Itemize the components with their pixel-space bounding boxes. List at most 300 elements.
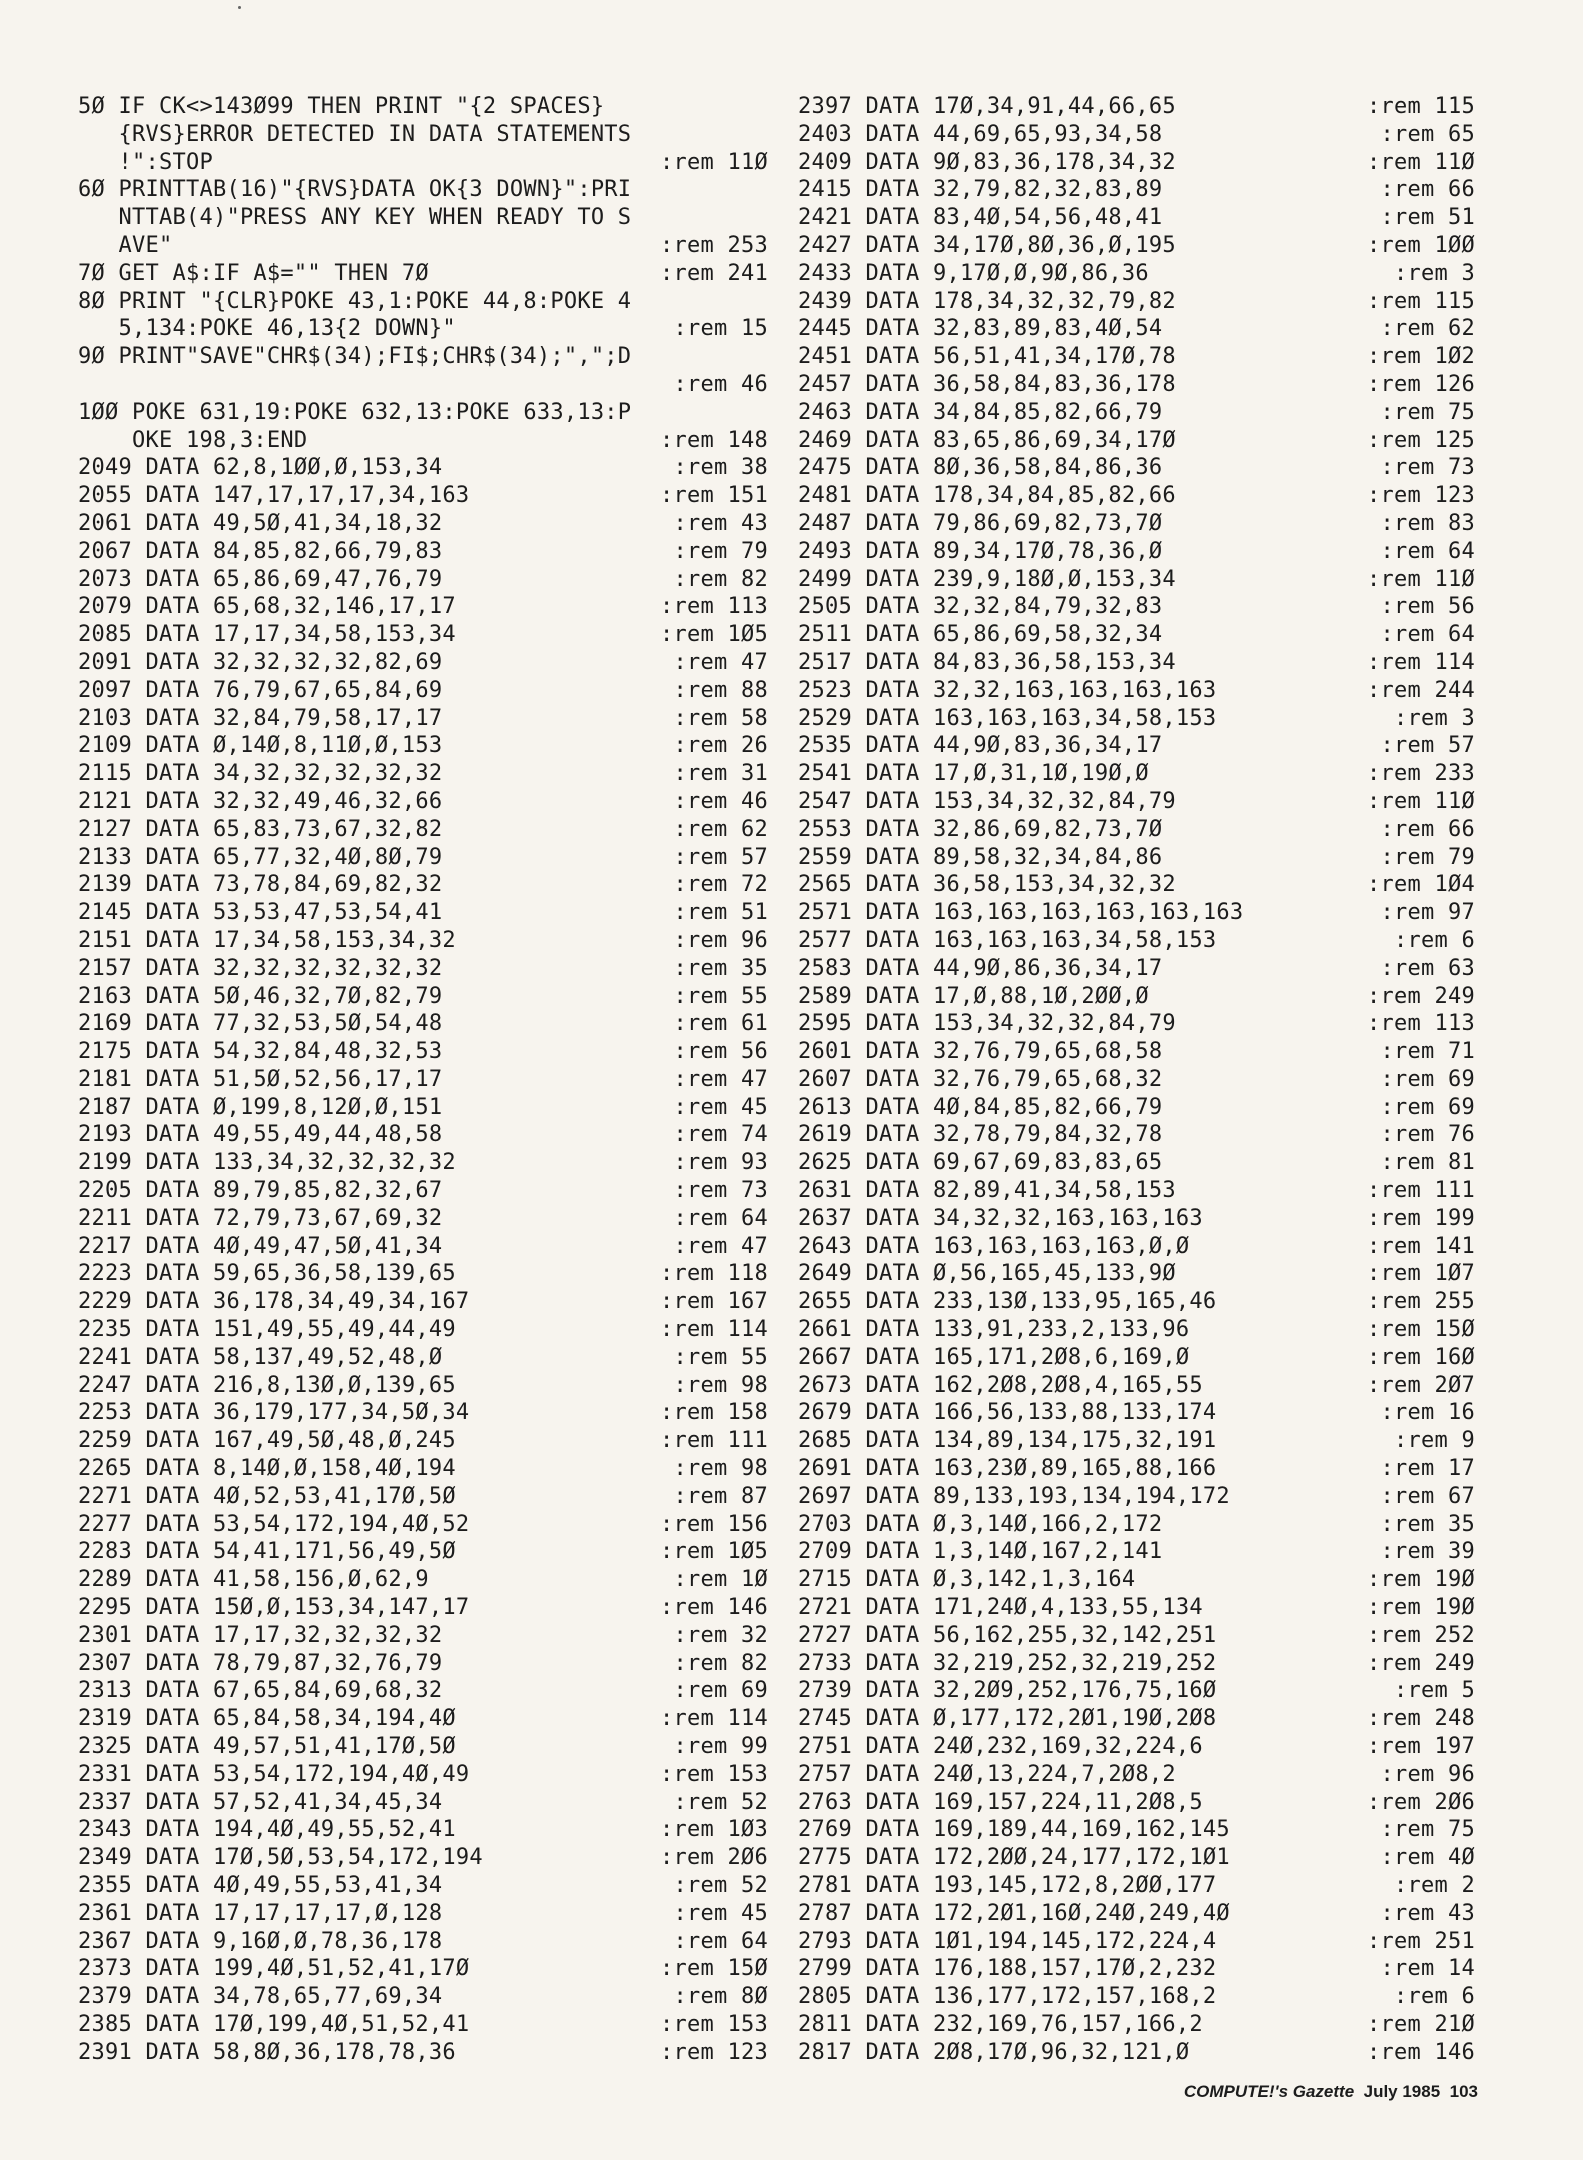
checksum-rem: :rem 3 (1394, 705, 1475, 731)
checksum-rem: :rem 67 (1380, 1483, 1475, 1509)
listing-line (78, 1455, 768, 1483)
checksum-rem: :rem 52 (673, 1789, 768, 1815)
checksum-rem: :rem 1Ø5 (660, 622, 768, 648)
checksum-rem: :rem 11Ø (1367, 788, 1475, 814)
listing-line (78, 1149, 768, 1177)
listing-line (78, 1677, 768, 1705)
basic-code: 2247 DATA 216,8,13Ø,Ø,139,65 (78, 1372, 456, 1398)
listing-line (78, 1955, 768, 1983)
listing-line (798, 732, 1475, 760)
basic-code: 2085 DATA 17,17,34,58,153,34 (78, 622, 456, 648)
listing-line (78, 816, 768, 844)
checksum-rem: :rem 248 (1367, 1706, 1475, 1732)
basic-code: 2637 DATA 34,32,32,163,163,163 (798, 1205, 1203, 1231)
listing-line (798, 1066, 1475, 1094)
listing-line (78, 482, 768, 510)
checksum-rem: :rem 47 (673, 1233, 768, 1259)
listing-line (798, 1038, 1475, 1066)
listing-line (798, 1205, 1475, 1233)
basic-code: 2379 DATA 34,78,65,77,69,34 (78, 1984, 443, 2010)
basic-code: 2097 DATA 76,79,67,65,84,69 (78, 677, 443, 703)
basic-code: 2211 DATA 72,79,73,67,69,32 (78, 1205, 443, 1231)
basic-code: 2601 DATA 32,76,79,65,68,58 (798, 1039, 1163, 1065)
listing-line (798, 1344, 1475, 1372)
basic-code: 2121 DATA 32,32,49,46,32,66 (78, 788, 443, 814)
basic-code: 2775 DATA 172,2ØØ,24,177,172,1Ø1 (798, 1845, 1230, 1871)
listing-line (78, 705, 768, 733)
checksum-rem: :rem 43 (1380, 1900, 1475, 1926)
print-speck (238, 6, 241, 9)
basic-code: 2607 DATA 32,76,79,65,68,32 (798, 1066, 1163, 1092)
issue-date: July 1985 (1363, 2082, 1441, 2101)
basic-code: 2145 DATA 53,53,47,53,54,41 (78, 900, 443, 926)
checksum-rem: :rem 125 (1367, 427, 1475, 453)
basic-code: 2757 DATA 24Ø,13,224,7,2Ø8,2 (798, 1761, 1176, 1787)
basic-code: NTTAB(4)"PRESS ANY KEY WHEN READY TO S (78, 205, 632, 231)
basic-code: 2721 DATA 171,24Ø,4,133,55,134 (798, 1595, 1203, 1621)
basic-code: 2685 DATA 134,89,134,175,32,191 (798, 1428, 1217, 1454)
listing-line (798, 899, 1475, 927)
listing-line (78, 1705, 768, 1733)
listing-line (798, 1288, 1475, 1316)
checksum-rem: :rem 14 (1380, 1956, 1475, 1982)
checksum-rem: :rem 62 (673, 816, 768, 842)
listing-line (798, 1316, 1475, 1344)
listing-line (78, 1205, 768, 1233)
basic-code: 2445 DATA 32,83,89,83,4Ø,54 (798, 316, 1163, 342)
checksum-rem: :rem 11Ø (1367, 149, 1475, 175)
checksum-rem: :rem 38 (673, 455, 768, 481)
basic-code: 2217 DATA 4Ø,49,47,5Ø,41,34 (78, 1233, 443, 1259)
basic-code: 9Ø PRINT"SAVE"CHR$(34);FI$;CHR$(34);",";D (78, 344, 632, 370)
basic-code: 2547 DATA 153,34,32,32,84,79 (798, 788, 1176, 814)
checksum-rem: :rem 96 (1380, 1761, 1475, 1787)
basic-code: 2427 DATA 34,17Ø,8Ø,36,Ø,195 (798, 232, 1176, 258)
basic-code: 2511 DATA 65,86,69,58,32,34 (798, 622, 1163, 648)
listing-line (798, 1427, 1475, 1455)
listing-line (798, 1761, 1475, 1789)
basic-code: 2583 DATA 44,9Ø,86,36,34,17 (798, 955, 1163, 981)
checksum-rem: :rem 64 (673, 1928, 768, 1954)
basic-code: 2499 DATA 239,9,18Ø,Ø,153,34 (798, 566, 1176, 592)
basic-code: 2487 DATA 79,86,69,82,73,7Ø (798, 510, 1163, 536)
basic-code: 2103 DATA 32,84,79,58,17,17 (78, 705, 443, 731)
basic-code: 2673 DATA 162,2Ø8,2Ø8,4,165,55 (798, 1372, 1203, 1398)
basic-code: 2745 DATA Ø,177,172,2Ø1,19Ø,2Ø8 (798, 1706, 1217, 1732)
listing-line (78, 1121, 768, 1149)
basic-code: 2169 DATA 77,32,53,5Ø,54,48 (78, 1011, 443, 1037)
basic-code: 2361 DATA 17,17,17,17,Ø,128 (78, 1900, 443, 1926)
basic-code: 2481 DATA 178,34,84,85,82,66 (798, 483, 1176, 509)
checksum-rem: :rem 16Ø (1367, 1344, 1475, 1370)
listing-line (798, 1260, 1475, 1288)
listing-line (78, 1983, 768, 2011)
checksum-rem: :rem 1Ø4 (1367, 872, 1475, 898)
basic-code: 7Ø GET A$:IF A$="" THEN 7Ø (78, 260, 429, 286)
listing-line (798, 1872, 1475, 1900)
basic-code: 2667 DATA 165,171,2Ø8,6,169,Ø (798, 1344, 1190, 1370)
checksum-rem: :rem 82 (673, 566, 768, 592)
checksum-rem: :rem 96 (673, 927, 768, 953)
listing-line (798, 1511, 1475, 1539)
listing-line (798, 1622, 1475, 1650)
basic-code: 2439 DATA 178,34,32,32,79,82 (798, 288, 1176, 314)
listing-line (78, 1900, 768, 1928)
basic-code: 2205 DATA 89,79,85,82,32,67 (78, 1178, 443, 1204)
listing-line (78, 1372, 768, 1400)
checksum-rem: :rem 199 (1367, 1205, 1475, 1231)
listing-line (798, 844, 1475, 872)
checksum-rem: :rem 71 (1380, 1039, 1475, 1065)
basic-code: 2403 DATA 44,69,65,93,34,58 (798, 121, 1163, 147)
listing-line (798, 1149, 1475, 1177)
checksum-rem: :rem 19Ø (1367, 1567, 1475, 1593)
basic-code: 2319 DATA 65,84,58,34,194,4Ø (78, 1706, 456, 1732)
checksum-rem: :rem 146 (660, 1595, 768, 1621)
listing-line (78, 899, 768, 927)
checksum-rem: :rem 253 (660, 232, 768, 258)
basic-code: 2115 DATA 34,32,32,32,32,32 (78, 761, 443, 787)
basic-code: 2349 DATA 17Ø,5Ø,53,54,172,194 (78, 1845, 483, 1871)
listing-line (798, 788, 1475, 816)
listing-line (78, 1538, 768, 1566)
basic-code: 2451 DATA 56,51,41,34,17Ø,78 (798, 344, 1176, 370)
checksum-rem: :rem 118 (660, 1261, 768, 1287)
basic-code: 2691 DATA 163,23Ø,89,165,88,166 (798, 1456, 1217, 1482)
listing-line (78, 176, 768, 204)
basic-code: 2541 DATA 17,Ø,31,1Ø,19Ø,Ø (798, 761, 1149, 787)
listing-line (798, 955, 1475, 983)
listing-line (78, 1260, 768, 1288)
basic-code: 2385 DATA 17Ø,199,4Ø,51,52,41 (78, 2011, 470, 2037)
checksum-rem: :rem 55 (673, 983, 768, 1009)
basic-code: 2703 DATA Ø,3,14Ø,166,2,172 (798, 1511, 1163, 1537)
checksum-rem: :rem 75 (1380, 1817, 1475, 1843)
basic-code: 2313 DATA 67,65,84,69,68,32 (78, 1678, 443, 1704)
basic-code: {RVS}ERROR DETECTED IN DATA STATEMENTS (78, 121, 632, 147)
basic-code: 2763 DATA 169,157,224,11,2Ø8,5 (798, 1789, 1203, 1815)
checksum-rem: :rem 197 (1367, 1734, 1475, 1760)
page-number: 103 (1449, 2082, 1478, 2101)
listing-line (798, 1955, 1475, 1983)
basic-code: 2139 DATA 73,78,84,69,82,32 (78, 872, 443, 898)
listing-line (78, 983, 768, 1011)
basic-code: 2553 DATA 32,86,69,82,73,7Ø (798, 816, 1163, 842)
checksum-rem: :rem 146 (1367, 2039, 1475, 2065)
listing-line (78, 1399, 768, 1427)
basic-code: 2391 DATA 58,8Ø,36,178,78,36 (78, 2039, 456, 2065)
basic-code: 2523 DATA 32,32,163,163,163,163 (798, 677, 1217, 703)
checksum-rem: :rem 66 (1380, 177, 1475, 203)
basic-code: 2061 DATA 49,5Ø,41,34,18,32 (78, 510, 443, 536)
basic-code: 2109 DATA Ø,14Ø,8,11Ø,Ø,153 (78, 733, 443, 759)
basic-code: 2589 DATA 17,Ø,88,1Ø,2ØØ,Ø (798, 983, 1149, 1009)
listing-line (798, 927, 1475, 955)
basic-code: 2157 DATA 32,32,32,32,32,32 (78, 955, 443, 981)
checksum-rem: :rem 141 (1367, 1233, 1475, 1259)
checksum-rem: :rem 126 (1367, 371, 1475, 397)
listing-line (798, 1677, 1475, 1705)
checksum-rem: :rem 43 (673, 510, 768, 536)
listing-line (78, 121, 768, 149)
checksum-rem: :rem 88 (673, 677, 768, 703)
checksum-rem: :rem 9 (1394, 1428, 1475, 1454)
checksum-rem: :rem 58 (673, 705, 768, 731)
listing-line (798, 1177, 1475, 1205)
listing-line (78, 1010, 768, 1038)
basic-code: 2259 DATA 167,49,5Ø,48,Ø,245 (78, 1428, 456, 1454)
checksum-rem: :rem 69 (1380, 1066, 1475, 1092)
checksum-rem: :rem 1Ø2 (1367, 344, 1475, 370)
listing-line (798, 288, 1475, 316)
listing-line (798, 315, 1475, 343)
checksum-rem: :rem 153 (660, 2011, 768, 2037)
basic-code: 2505 DATA 32,32,84,79,32,83 (798, 594, 1163, 620)
checksum-rem: :rem 31 (673, 761, 768, 787)
listing-line (798, 1455, 1475, 1483)
checksum-rem: :rem 35 (1380, 1511, 1475, 1537)
listing-line (798, 427, 1475, 455)
listing-line (78, 343, 768, 371)
checksum-rem: :rem 47 (673, 649, 768, 675)
checksum-rem: :rem 2 (1394, 1873, 1475, 1898)
basic-code: 2265 DATA 8,14Ø,Ø,158,4Ø,194 (78, 1456, 456, 1482)
basic-code: 2517 DATA 84,83,36,58,153,34 (798, 649, 1176, 675)
checksum-rem: :rem 79 (673, 538, 768, 564)
basic-code: 2337 DATA 57,52,41,34,45,34 (78, 1789, 443, 1815)
basic-code: 2655 DATA 233,13Ø,133,95,165,46 (798, 1289, 1217, 1315)
listing-line (78, 427, 768, 455)
listing-line (798, 566, 1475, 594)
checksum-rem: :rem 64 (1380, 538, 1475, 564)
checksum-rem: :rem 15Ø (1367, 1317, 1475, 1343)
magazine-name: COMPUTE!'s Gazette (1183, 2082, 1355, 2101)
basic-code: 2535 DATA 44,9Ø,83,36,34,17 (798, 733, 1163, 759)
listing-line (78, 1733, 768, 1761)
basic-code: 2175 DATA 54,32,84,48,32,53 (78, 1039, 443, 1065)
checksum-rem: :rem 69 (673, 1678, 768, 1704)
checksum-rem: :rem 47 (673, 1066, 768, 1092)
listing-line (798, 204, 1475, 232)
listing-line (78, 260, 768, 288)
basic-code: 2613 DATA 4Ø,84,85,82,66,79 (798, 1094, 1163, 1120)
checksum-rem: :rem 83 (1380, 510, 1475, 536)
checksum-rem: :rem 8Ø (673, 1984, 768, 2010)
basic-code: 2331 DATA 53,54,172,194,4Ø,49 (78, 1761, 470, 1787)
listing-line (798, 816, 1475, 844)
listing-line (78, 454, 768, 482)
listing-line (78, 1094, 768, 1122)
basic-code: 2715 DATA Ø,3,142,1,3,164 (798, 1567, 1136, 1593)
basic-code: 2241 DATA 58,137,49,52,48,Ø (78, 1344, 443, 1370)
basic-code: 2373 DATA 199,4Ø,51,52,41,17Ø (78, 1956, 470, 1982)
checksum-rem: :rem 45 (673, 1900, 768, 1926)
basic-code: 2289 DATA 41,58,156,Ø,62,9 (78, 1567, 429, 1593)
basic-code: 2283 DATA 54,41,171,56,49,5Ø (78, 1539, 456, 1565)
basic-code: 2571 DATA 163,163,163,163,163,163 (798, 900, 1244, 926)
listing-line (78, 1928, 768, 1956)
listing-line (78, 1761, 768, 1789)
listing-line (798, 1566, 1475, 1594)
listing-line (78, 1038, 768, 1066)
checksum-rem: :rem 123 (660, 2039, 768, 2065)
checksum-rem: :rem 15Ø (660, 1956, 768, 1982)
basic-code: 2277 DATA 53,54,172,194,4Ø,52 (78, 1511, 470, 1537)
basic-code: 2271 DATA 4Ø,52,53,41,17Ø,5Ø (78, 1483, 456, 1509)
basic-code: 2811 DATA 232,169,76,157,166,2 (798, 2011, 1203, 2037)
basic-code: 2127 DATA 65,83,73,67,32,82 (78, 816, 443, 842)
basic-code: 2817 DATA 2Ø8,17Ø,96,32,121,Ø (798, 2039, 1190, 2065)
checksum-rem: :rem 249 (1367, 1650, 1475, 1676)
basic-code: 2295 DATA 15Ø,Ø,153,34,147,17 (78, 1595, 470, 1621)
basic-code: 2235 DATA 151,49,55,49,44,49 (78, 1317, 456, 1343)
listing-line (798, 454, 1475, 482)
basic-code: 2421 DATA 83,4Ø,54,56,48,41 (798, 205, 1163, 231)
checksum-rem: :rem 151 (660, 483, 768, 509)
checksum-rem: :rem 72 (673, 872, 768, 898)
checksum-rem: :rem 26 (673, 733, 768, 759)
basic-code: 2619 DATA 32,78,79,84,32,78 (798, 1122, 1163, 1148)
basic-code: 2463 DATA 34,84,85,82,66,79 (798, 399, 1163, 425)
listing-line (798, 260, 1475, 288)
listing-line (798, 1844, 1475, 1872)
checksum-rem: :rem 39 (1380, 1539, 1475, 1565)
listing-line (78, 149, 768, 177)
checksum-rem: :rem 1Ø5 (660, 1539, 768, 1565)
basic-code: 2661 DATA 133,91,233,2,133,96 (798, 1317, 1190, 1343)
basic-code: 2649 DATA Ø,56,165,45,133,9Ø (798, 1261, 1176, 1287)
listing-line (798, 1538, 1475, 1566)
basic-code: 2751 DATA 24Ø,232,169,32,224,6 (798, 1734, 1203, 1760)
basic-code: 2223 DATA 59,65,36,58,139,65 (78, 1261, 456, 1287)
listing-line (78, 1233, 768, 1261)
listing-line (798, 621, 1475, 649)
checksum-rem: :rem 63 (1380, 955, 1475, 981)
basic-code: 5Ø IF CK<>143Ø99 THEN PRINT "{2 SPACES} (78, 94, 605, 119)
listing-line (78, 2011, 768, 2039)
checksum-rem: :rem 76 (1380, 1122, 1475, 1148)
listing-line (798, 1010, 1475, 1038)
listing-line (798, 482, 1475, 510)
checksum-rem: :rem 62 (1380, 316, 1475, 342)
listing-line (78, 1316, 768, 1344)
checksum-rem: :rem 1Ø3 (660, 1817, 768, 1843)
checksum-rem: :rem 32 (673, 1622, 768, 1648)
checksum-rem: :rem 111 (1367, 1178, 1475, 1204)
basic-code: 2187 DATA Ø,199,8,12Ø,Ø,151 (78, 1094, 443, 1120)
listing-line (78, 1872, 768, 1900)
listing-line (78, 538, 768, 566)
basic-code: 2697 DATA 89,133,193,134,194,172 (798, 1483, 1230, 1509)
checksum-rem: :rem 98 (673, 1456, 768, 1482)
basic-code: 2709 DATA 1,3,14Ø,167,2,141 (798, 1539, 1163, 1565)
checksum-rem: :rem 114 (660, 1706, 768, 1732)
checksum-rem: :rem 69 (1380, 1094, 1475, 1120)
basic-code: 2343 DATA 194,4Ø,49,55,52,41 (78, 1817, 456, 1843)
basic-code: 2565 DATA 36,58,153,34,32,32 (798, 872, 1176, 898)
listing-line (798, 121, 1475, 149)
listing-line (78, 1594, 768, 1622)
basic-code: 2793 DATA 1Ø1,194,145,172,224,4 (798, 1928, 1217, 1954)
basic-code: 6Ø PRINTTAB(16)"{RVS}DATA OK{3 DOWN}":PRI (78, 177, 632, 203)
listing-line (798, 593, 1475, 621)
checksum-rem: :rem 11Ø (660, 149, 768, 175)
listing-line (798, 149, 1475, 177)
checksum-rem: :rem 1Ø (673, 1567, 768, 1593)
checksum-rem: :rem 46 (673, 788, 768, 814)
listing-line (78, 1288, 768, 1316)
basic-code: 2469 DATA 83,65,86,69,34,17Ø (798, 427, 1176, 453)
checksum-rem: :rem 64 (1380, 622, 1475, 648)
basic-code: 2415 DATA 32,79,82,32,83,89 (798, 177, 1163, 203)
basic-code: 5,134:POKE 46,13{2 DOWN}" (78, 316, 456, 342)
listing-line (798, 1650, 1475, 1678)
checksum-rem: :rem 1Ø7 (1367, 1261, 1475, 1287)
listing-line (78, 93, 768, 121)
checksum-rem: :rem 61 (673, 1011, 768, 1037)
checksum-rem: :rem 244 (1367, 677, 1475, 703)
checksum-rem: :rem 251 (1367, 1928, 1475, 1954)
listing-line (798, 343, 1475, 371)
basic-code: 2355 DATA 4Ø,49,55,53,41,34 (78, 1873, 443, 1898)
checksum-rem: :rem 114 (660, 1317, 768, 1343)
checksum-rem: :rem 66 (1380, 816, 1475, 842)
listing-line (798, 2011, 1475, 2039)
listing-line (798, 1928, 1475, 1956)
basic-code: 2433 DATA 9,17Ø,Ø,9Ø,86,36 (798, 260, 1149, 286)
basic-code: 2643 DATA 163,163,163,163,Ø,Ø (798, 1233, 1190, 1259)
basic-code: OKE 198,3:END (78, 427, 308, 453)
listing-line (798, 983, 1475, 1011)
listing-line (78, 677, 768, 705)
listing-line (798, 93, 1475, 121)
basic-code: 2397 DATA 17Ø,34,91,44,66,65 (798, 94, 1176, 119)
basic-code: 2409 DATA 9Ø,83,36,178,34,32 (798, 149, 1176, 175)
listing-line (78, 566, 768, 594)
listing-line (78, 371, 768, 399)
listing-line (78, 1344, 768, 1372)
listing-line (798, 399, 1475, 427)
checksum-rem: :rem 98 (673, 1372, 768, 1398)
basic-code: 2163 DATA 5Ø,46,32,7Ø,82,79 (78, 983, 443, 1009)
listing-line (798, 2039, 1475, 2067)
checksum-rem: :rem 97 (1380, 900, 1475, 926)
listing-line (78, 760, 768, 788)
basic-code: AVE" (78, 232, 173, 258)
listing-line (798, 677, 1475, 705)
listing-line (78, 732, 768, 760)
checksum-rem: :rem 249 (1367, 983, 1475, 1009)
listing-line (78, 1566, 768, 1594)
listing-column-left (78, 93, 768, 2067)
checksum-rem: :rem 74 (673, 1122, 768, 1148)
listing-line (78, 621, 768, 649)
checksum-rem: :rem 115 (1367, 288, 1475, 314)
checksum-rem: :rem 81 (1380, 1150, 1475, 1176)
listing-line (798, 538, 1475, 566)
checksum-rem: :rem 15 (673, 316, 768, 342)
basic-code: 2577 DATA 163,163,163,34,58,153 (798, 927, 1217, 953)
basic-code: 2727 DATA 56,162,255,32,142,251 (798, 1622, 1217, 1648)
checksum-rem: :rem 51 (673, 900, 768, 926)
checksum-rem: :rem 87 (673, 1483, 768, 1509)
basic-code: 2073 DATA 65,86,69,47,76,79 (78, 566, 443, 592)
checksum-rem: :rem 113 (660, 594, 768, 620)
basic-code: 2325 DATA 49,57,51,41,17Ø,5Ø (78, 1734, 456, 1760)
basic-code: 2529 DATA 163,163,163,34,58,153 (798, 705, 1217, 731)
checksum-rem: :rem 19Ø (1367, 1595, 1475, 1621)
checksum-rem: :rem 255 (1367, 1289, 1475, 1315)
